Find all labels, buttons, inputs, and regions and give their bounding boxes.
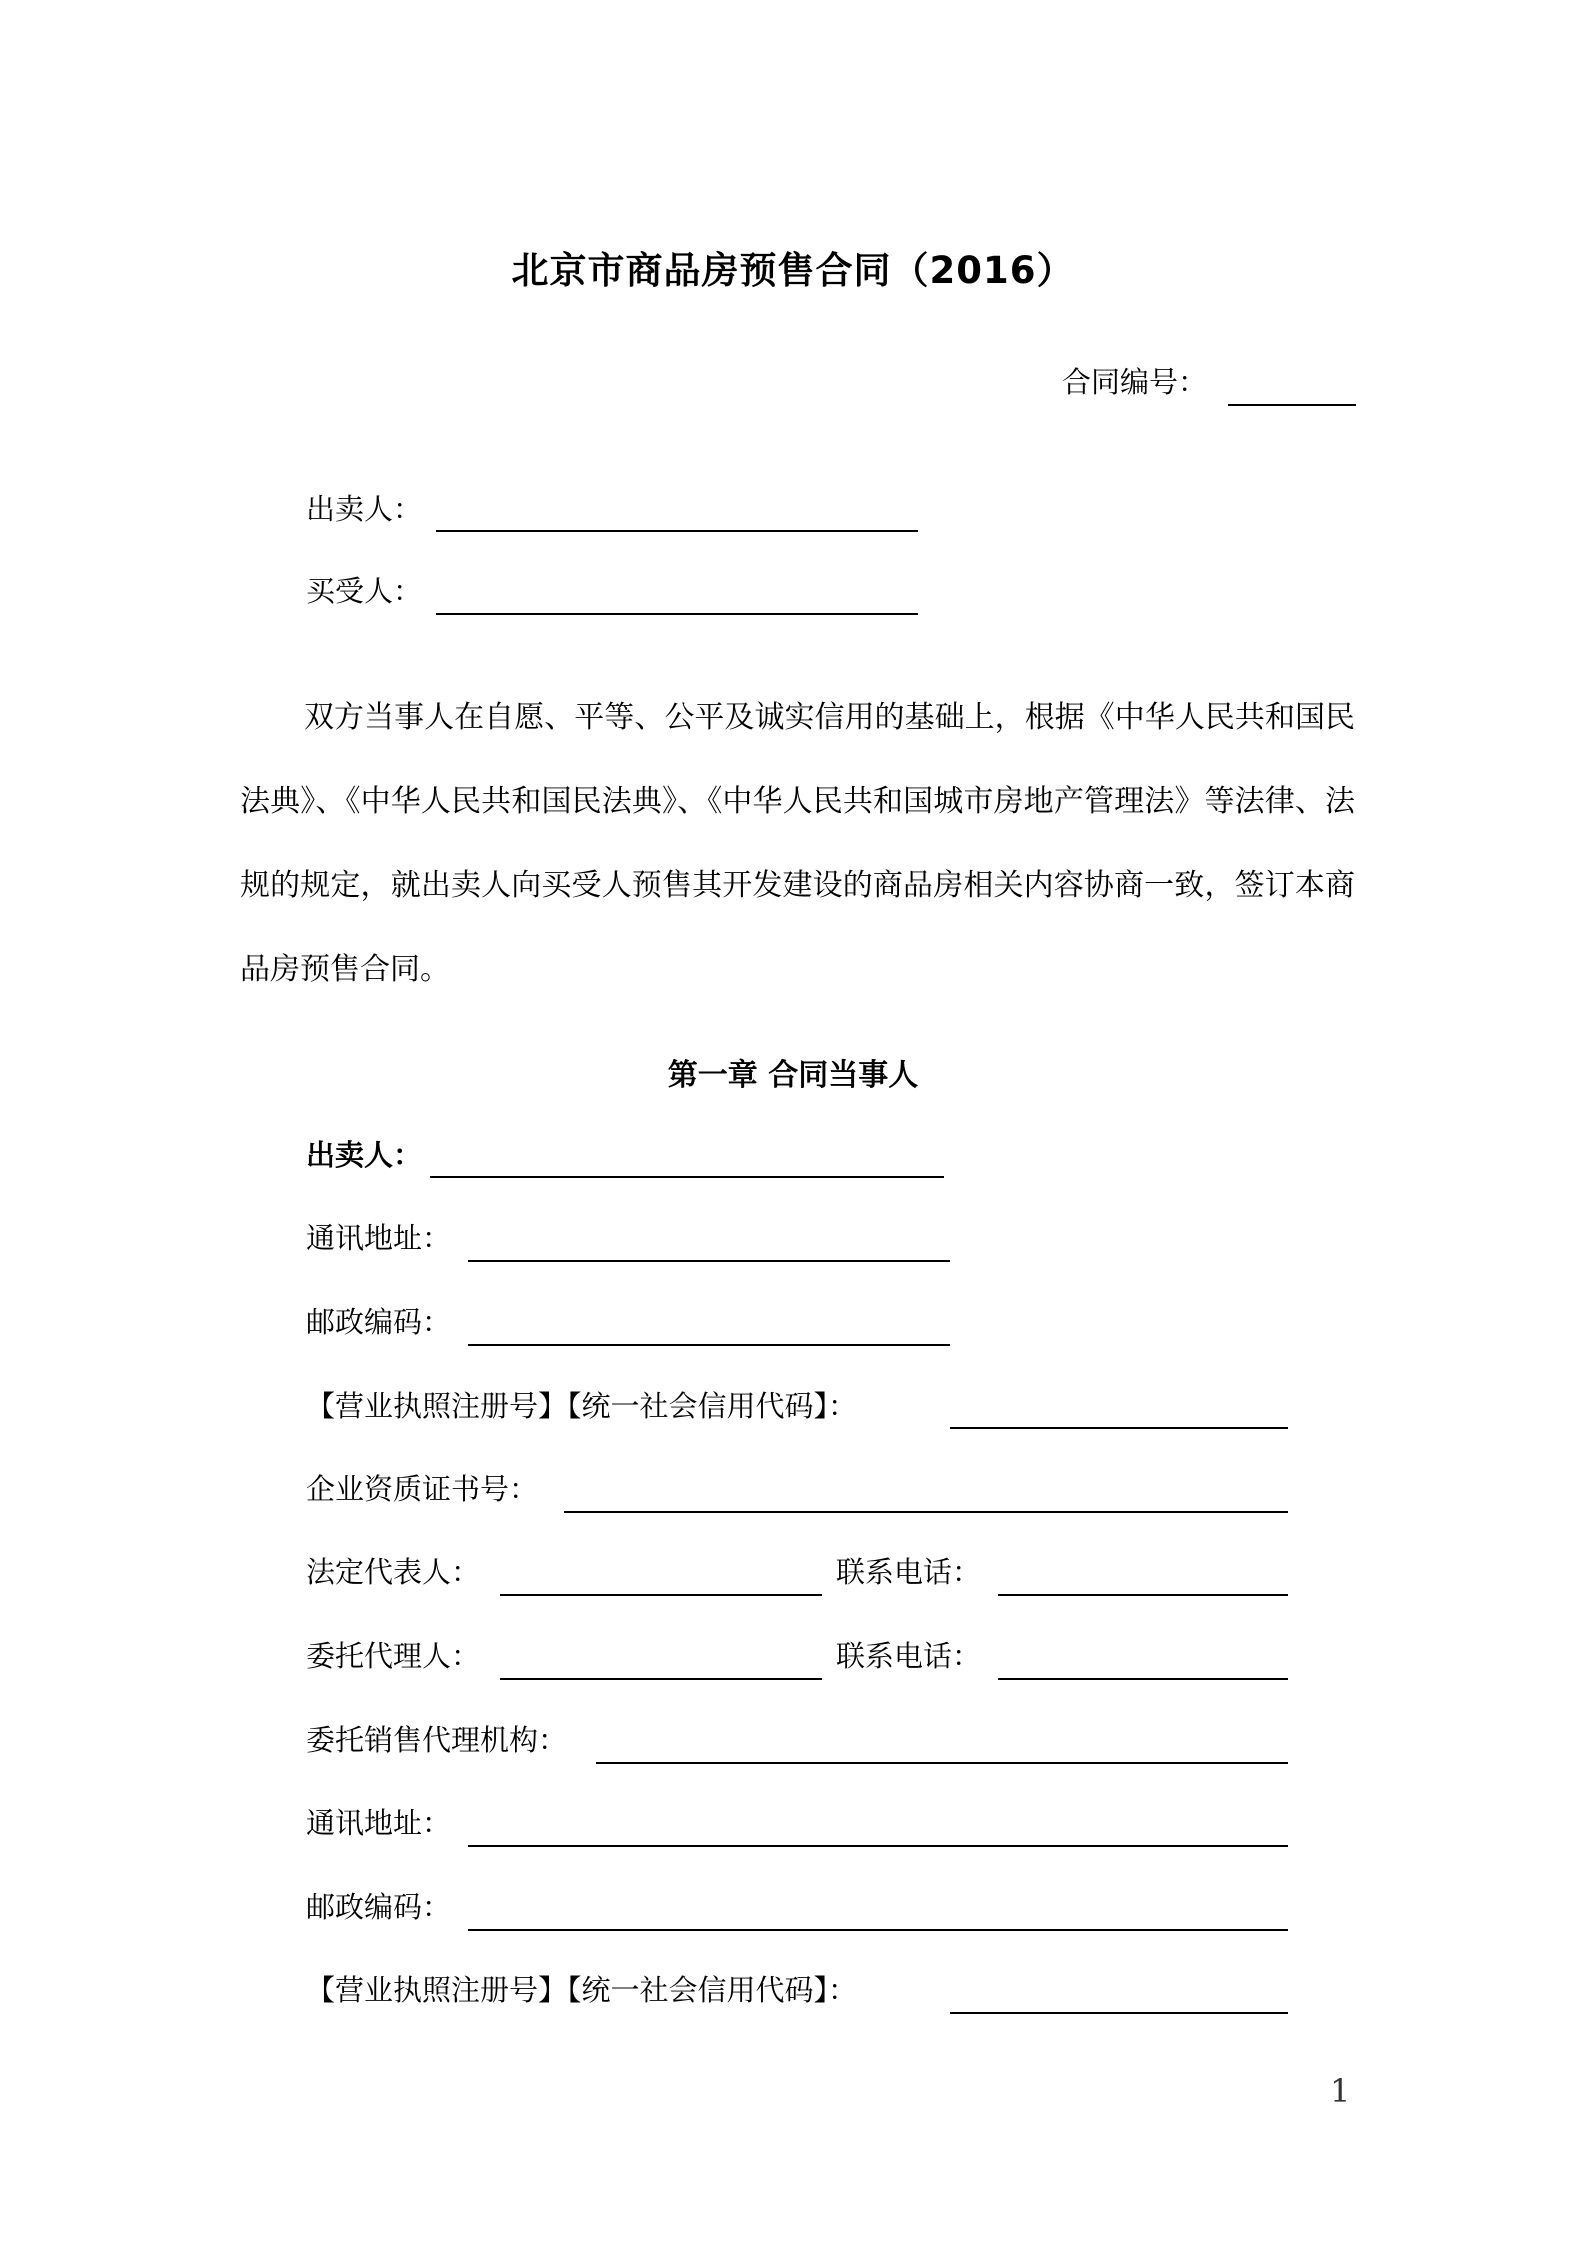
buyer-label: 买受人： — [306, 574, 423, 608]
qualification-field[interactable] — [564, 1511, 1288, 1513]
seller-field[interactable] — [436, 530, 918, 532]
phone-label: 联系电话： — [836, 1555, 982, 1589]
license-field[interactable] — [950, 1427, 1288, 1429]
address2-label: 通讯地址： — [306, 1806, 452, 1840]
contract-number-field[interactable] — [1228, 404, 1356, 406]
phone-field[interactable] — [998, 1594, 1288, 1596]
qualification-label: 企业资质证书号： — [306, 1472, 539, 1506]
phone2-field[interactable] — [998, 1678, 1288, 1680]
preamble-paragraph: 双方当事人在自愿、平等、公平及诚实信用的基础上，根据《中华人民共和国民法典》、《中华人民共和国民法典》、《中华人民共和国城市房地产管理法》等法律、法规的规定，就出卖人向买受人预售其开发建设的商品房相关内容协商一致，签订本商品房预售合同。 — [240, 700, 1355, 987]
postcode2-label: 邮政编码： — [306, 1890, 452, 1924]
phone2-label: 联系电话： — [836, 1639, 982, 1673]
legal-rep-field[interactable] — [500, 1594, 822, 1596]
contract-number-label: 合同编号： — [1062, 365, 1208, 399]
chapter-title: 第一章 合同当事人 — [667, 1058, 919, 1093]
address-label: 通讯地址： — [306, 1221, 452, 1255]
agent-field[interactable] — [500, 1678, 822, 1680]
postcode2-field[interactable] — [468, 1929, 1288, 1931]
legal-rep-label: 法定代表人： — [306, 1555, 481, 1589]
page-number: 1 — [1330, 2072, 1351, 2110]
sales-agency-field[interactable] — [596, 1762, 1288, 1764]
buyer-field[interactable] — [436, 613, 918, 615]
license2-field[interactable] — [950, 2012, 1288, 2014]
license2-label: 【营业执照注册号】【统一社会信用代码】： — [306, 1973, 858, 2007]
chapter-seller-label: 出卖人： — [306, 1138, 423, 1172]
agent-label: 委托代理人： — [306, 1639, 481, 1673]
seller-label: 出卖人： — [306, 492, 423, 526]
sales-agency-label: 委托销售代理机构： — [306, 1723, 568, 1757]
postcode-field[interactable] — [468, 1344, 950, 1346]
chapter-seller-field[interactable] — [430, 1176, 944, 1178]
address2-field[interactable] — [468, 1845, 1288, 1847]
postcode-label: 邮政编码： — [306, 1305, 452, 1339]
document-title: 北京市商品房预售合同（2016） — [511, 249, 1075, 292]
address-field[interactable] — [468, 1260, 950, 1262]
license-label: 【营业执照注册号】【统一社会信用代码】： — [306, 1389, 858, 1423]
